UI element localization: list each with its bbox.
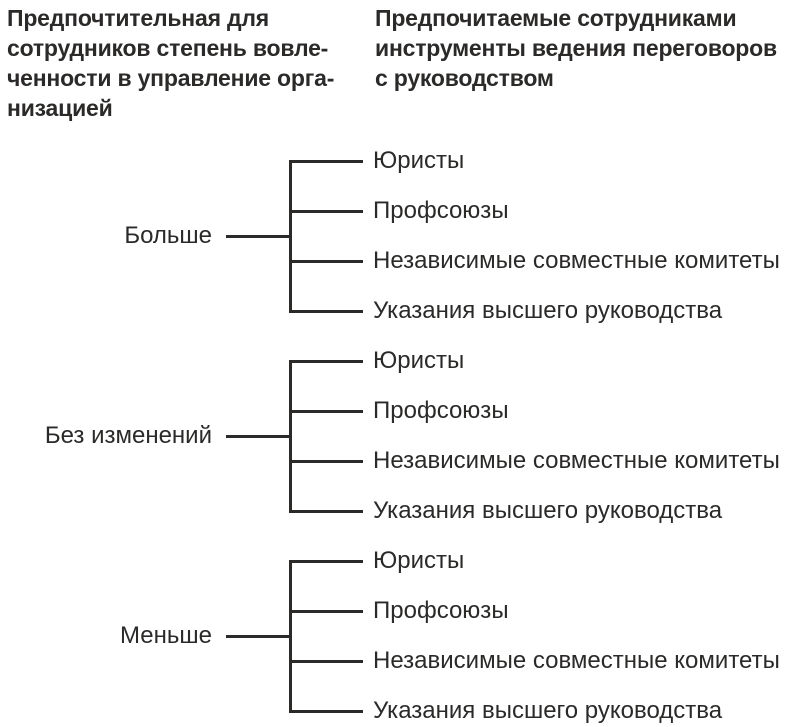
leaf-item-label: Юристы: [373, 547, 465, 574]
group-label: Меньше: [120, 622, 212, 649]
leaf-item-label: Независимые совместные комитеты: [373, 247, 780, 274]
header-line: с руководством: [375, 65, 554, 91]
header-line: сотрудников степень вовле-: [7, 35, 329, 61]
header-line: низацией: [7, 95, 113, 121]
header-line: инструменты ведения переговоров: [375, 35, 777, 61]
leaf-item-label: Профсоюзы: [373, 397, 509, 424]
left-column-header: [7, 3, 367, 123]
group-label: Больше: [124, 222, 212, 249]
branch-line: [289, 410, 363, 413]
leaf-item-label: Указания высшего руководства: [373, 497, 723, 524]
leaf-item-label: Профсоюзы: [373, 597, 509, 624]
header-line: Предпочтительная для: [7, 5, 270, 31]
leaf-item-label: Юристы: [373, 347, 465, 374]
group-connector-line: [226, 635, 291, 638]
right-column-header: [375, 3, 790, 93]
leaf-item-label: Указания высшего руководства: [373, 297, 723, 324]
leaf-item-label: Юристы: [373, 147, 465, 174]
branch-line: [289, 260, 363, 263]
bracket-spine: [289, 160, 292, 313]
group-more: [0, 147, 790, 324]
branch-line: [289, 510, 363, 513]
group-connector-line: [226, 435, 291, 438]
branch-line: [289, 710, 363, 713]
bracket-spine: [289, 560, 292, 713]
leaf-item-label: Независимые совместные комитеты: [373, 647, 780, 674]
branch-line: [289, 360, 363, 363]
group-no-change: [0, 347, 790, 524]
leaf-item-label: Независимые совместные комитеты: [373, 447, 780, 474]
branch-line: [289, 310, 363, 313]
branch-line: [289, 210, 363, 213]
group-less: [0, 547, 790, 724]
branch-line: [289, 460, 363, 463]
branch-line: [289, 660, 363, 663]
leaf-item-label: Указания высшего руководства: [373, 697, 723, 724]
group-connector-line: [226, 235, 291, 238]
leaf-item-label: Профсоюзы: [373, 197, 509, 224]
header-line: Предпочитаемые сотрудниками: [375, 5, 737, 31]
branch-line: [289, 560, 363, 563]
branch-line: [289, 160, 363, 163]
group-label: Без изменений: [44, 422, 212, 449]
branch-line: [289, 610, 363, 613]
header-line: ченности в управление орга-: [7, 65, 335, 91]
bracket-spine: [289, 360, 292, 513]
